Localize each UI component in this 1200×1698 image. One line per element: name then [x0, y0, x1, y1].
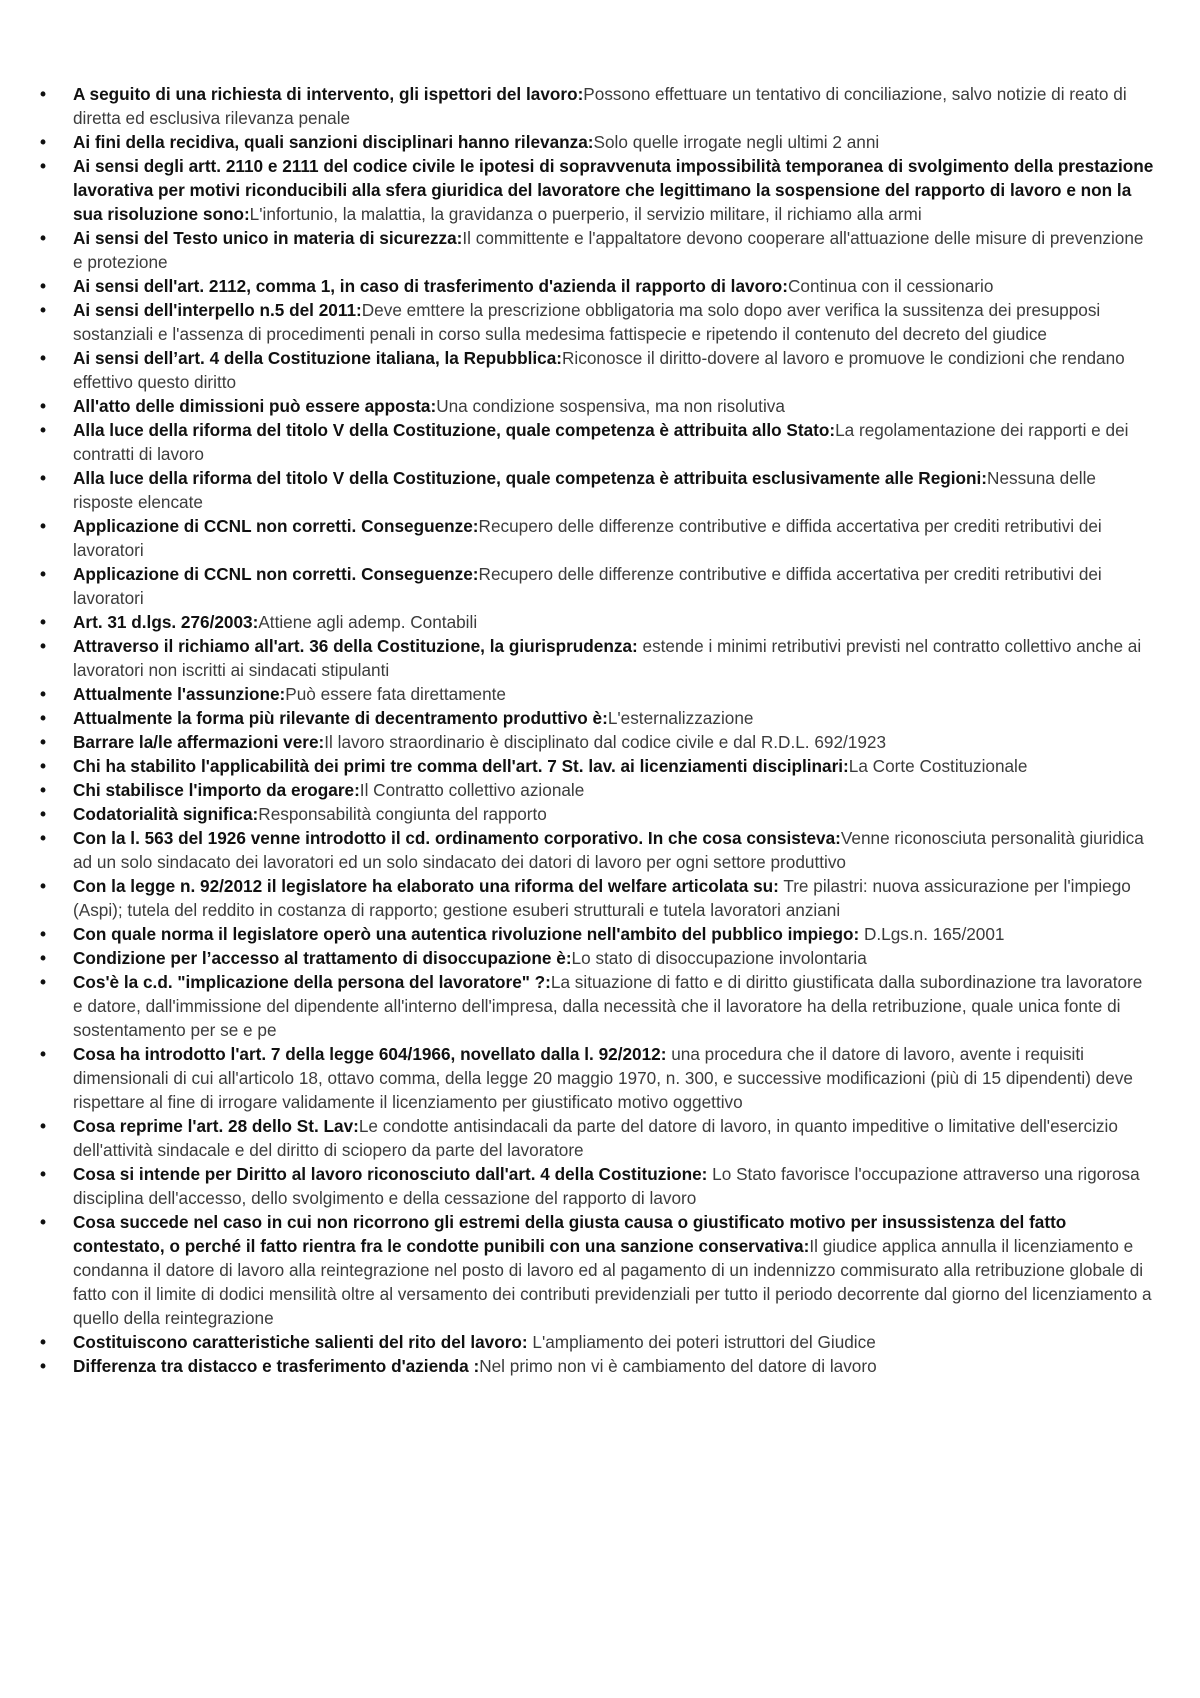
- answer: Lo Stato favorisce l'occupazione attraverso una rigorosa disciplina dell'accesso, dello svolgimento e della cessazione del rapporto di lavoro: [73, 1164, 1140, 1208]
- question: A seguito di una richiesta di intervento, gli ispettori del lavoro:: [73, 84, 584, 104]
- question: All'atto delle dimissioni può essere apposta:: [73, 396, 437, 416]
- bullet-icon: •: [39, 708, 47, 728]
- bullet-icon: •: [39, 1212, 47, 1232]
- bullet-icon: •: [39, 780, 47, 800]
- list-item: [37, 754, 1154, 778]
- list-item: [37, 298, 1154, 346]
- list-item: [37, 970, 1154, 1042]
- bullet-icon: •: [39, 876, 47, 896]
- answer: estende i minimi retributivi previsti nel contratto collettivo anche ai lavoratori non iscritti ai sindacati stipulanti: [73, 636, 1142, 680]
- list-item: [37, 1210, 1154, 1330]
- list-item: [37, 778, 1154, 802]
- question: Chi ha stabilito l'applicabilità dei primi tre comma dell'art. 7 St. lav. ai licenziamenti disciplinari:: [73, 756, 849, 776]
- list-item: [37, 346, 1154, 394]
- answer: una procedura che il datore di lavoro, avente i requisiti dimensionali di cui all'articolo 18, ottavo comma, della legge 20 maggio 1970, n. 300, e successive modificazioni (più di 15 dipendenti) deve rispettare al fine di irrogare validamente il licenziamento per giustificato motivo oggettivo: [73, 1044, 1133, 1112]
- question: Cosa si intende per Diritto al lavoro riconosciuto dall'art. 4 della Costituzione:: [73, 1164, 708, 1184]
- answer: Il lavoro straordinario è disciplinato dal codice civile e dal R.D.L. 692/1923: [324, 732, 887, 752]
- answer: La situazione di fatto e di diritto giustificata dalla subordinazione tra lavoratore e datore, dall'immissione del dipendente all'interno dell'impresa, dalla necessità che il lavoratore ha della retribuzione, quale unica fonte di sostentamento per se e pe: [73, 972, 1143, 1040]
- bullet-icon: •: [39, 276, 47, 296]
- list-item: [37, 514, 1154, 562]
- question: Ai sensi dell’art. 4 della Costituzione italiana, la Repubblica:: [73, 348, 563, 368]
- answer: La regolamentazione dei rapporti e dei contratti di lavoro: [73, 420, 1129, 464]
- answer: Il Contratto collettivo azionale: [359, 780, 585, 800]
- list-item: [37, 1114, 1154, 1162]
- answer: La Corte Costituzionale: [848, 756, 1028, 776]
- bullet-icon: •: [39, 1044, 47, 1064]
- bullet-icon: •: [39, 828, 47, 848]
- list-item: [37, 874, 1154, 922]
- list-item: [37, 922, 1154, 946]
- list-item: [37, 802, 1154, 826]
- answer: Recupero delle differenze contributive e diffida accertativa per crediti retributivi dei lavoratori: [73, 516, 1102, 560]
- question: Applicazione di CCNL non corretti. Conseguenze:: [73, 564, 479, 584]
- list-item: [37, 1042, 1154, 1114]
- bullet-icon: •: [39, 564, 47, 584]
- question: Con la l. 563 del 1926 venne introdotto il cd. ordinamento corporativo. In che cosa consisteva:: [73, 828, 841, 848]
- bullet-icon: •: [39, 684, 47, 704]
- bullet-icon: •: [39, 420, 47, 440]
- answer: Le condotte antisindacali da parte del datore di lavoro, in quanto impeditive o limitative dell'esercizio dell'attività sindacale e del diritto di sciopero da parte del lavoratore: [73, 1116, 1118, 1160]
- list-item: [37, 610, 1154, 634]
- question: Alla luce della riforma del titolo V della Costituzione, quale competenza è attribuita allo Stato:: [73, 420, 836, 440]
- question: Ai sensi degli artt. 2110 e 2111 del codice civile le ipotesi di sopravvenuta impossibilità temporanea di svolgimento della prestazione lavorativa per motivi riconducibili alla sfera giuridica del lavoratore che legittimano la sospensione del rapporto di lavoro e non la sua risoluzione sono:: [73, 156, 1154, 224]
- answer: L'esternalizzazione: [607, 708, 754, 728]
- question: Ai fini della recidiva, quali sanzioni disciplinari hanno rilevanza:: [73, 132, 594, 152]
- bullet-icon: •: [39, 804, 47, 824]
- bullet-icon: •: [39, 228, 47, 248]
- question: Cosa succede nel caso in cui non ricorrono gli estremi della giusta causa o giustificato motivo per insussistenza del fatto contestato, o perché il fatto rientra fra le condotte punibili con una sanzione conservativa:: [73, 1212, 1067, 1256]
- question: Art. 31 d.lgs. 276/2003:: [73, 612, 259, 632]
- bullet-icon: •: [39, 1116, 47, 1136]
- bullet-icon: •: [39, 132, 47, 152]
- bullet-icon: •: [39, 948, 47, 968]
- list-item: [37, 226, 1154, 274]
- list-item: [37, 418, 1154, 466]
- bullet-icon: •: [39, 516, 47, 536]
- answer: Recupero delle differenze contributive e diffida accertativa per crediti retributivi dei lavoratori: [73, 564, 1102, 608]
- question: Attualmente l'assunzione:: [73, 684, 286, 704]
- answer: Lo stato di disoccupazione involontaria: [571, 948, 867, 968]
- answer: L'ampliamento dei poteri istruttori del Giudice: [527, 1332, 876, 1352]
- question: Ai sensi dell'art. 2112, comma 1, in caso di trasferimento d'azienda il rapporto di lavoro:: [73, 276, 788, 296]
- bullet-icon: •: [39, 156, 47, 176]
- bullet-icon: •: [39, 468, 47, 488]
- list-item: [37, 1162, 1154, 1210]
- answer: Attiene agli ademp. Contabili: [258, 612, 478, 632]
- list-item: [37, 82, 1154, 130]
- answer: Possono effettuare un tentativo di conciliazione, salvo notizie di reato di diretta ed esclusiva rilevanza penale: [73, 84, 1127, 128]
- answer: Responsabilità congiunta del rapporto: [258, 804, 547, 824]
- list-item: [37, 130, 1154, 154]
- question: Attualmente la forma più rilevante di decentramento produttivo è:: [73, 708, 608, 728]
- answer: Il giudice applica annulla il licenziamento e condanna il datore di lavoro alla reintegrazione nel posto di lavoro ed al pagamento di un indennizzo commisurato alla retribuzione globale di fatto con il limite di dodici mensilità oltre al versamento dei contributi previdenziali per tutto il periodo decorrente dal giorno del licenziamento a quello della reintegrazione: [73, 1236, 1152, 1328]
- question: Con quale norma il legislatore operò una autentica rivoluzione nell'ambito del pubblico impiego:: [73, 924, 860, 944]
- question: Ai sensi dell'interpello n.5 del 2011:: [73, 300, 362, 320]
- bullet-icon: •: [39, 396, 47, 416]
- answer: Tre pilastri: nuova assicurazione per l'impiego (Aspi); tutela del reddito in costanza di rapporto; gestione esuberi strutturali e tutela lavoratori anziani: [73, 876, 1131, 920]
- bullet-icon: •: [39, 612, 47, 632]
- question: Codatorialità significa:: [73, 804, 259, 824]
- answer: Continua con il cessionario: [787, 276, 994, 296]
- bullet-icon: •: [39, 756, 47, 776]
- answer: D.Lgs.n. 165/2001: [859, 924, 1005, 944]
- bullet-icon: •: [39, 1332, 47, 1352]
- bullet-icon: •: [39, 972, 47, 992]
- question: Differenza tra distacco e trasferimento d'azienda :: [73, 1356, 480, 1376]
- question: Chi stabilisce l'importo da erogare:: [73, 780, 360, 800]
- answer: Può essere fata direttamente: [285, 684, 506, 704]
- answer: Nessuna delle risposte elencate: [73, 468, 1096, 512]
- list-item: [37, 730, 1154, 754]
- list-item: [37, 1330, 1154, 1354]
- list-item: [37, 682, 1154, 706]
- answer: Solo quelle irrogate negli ultimi 2 anni: [593, 132, 880, 152]
- list-item: [37, 1354, 1154, 1378]
- bullet-icon: •: [39, 84, 47, 104]
- answer: Nel primo non vi è cambiamento del datore di lavoro: [479, 1356, 877, 1376]
- list-item: [37, 946, 1154, 970]
- qa-list: [37, 82, 1154, 1378]
- question: Con la legge n. 92/2012 il legislatore ha elaborato una riforma del welfare articolata su:: [73, 876, 779, 896]
- list-item: [37, 274, 1154, 298]
- answer: Una condizione sospensiva, ma non risolutiva: [436, 396, 785, 416]
- bullet-icon: •: [39, 1356, 47, 1376]
- question: Ai sensi del Testo unico in materia di sicurezza:: [73, 228, 463, 248]
- question: Condizione per l’accesso al trattamento di disoccupazione è:: [73, 948, 572, 968]
- bullet-icon: •: [39, 1164, 47, 1184]
- answer: Il committente e l'appaltatore devono cooperare all'attuazione delle misure di prevenzione e protezione: [73, 228, 1144, 272]
- question: Barrare la/le affermazioni vere:: [73, 732, 325, 752]
- list-item: [37, 706, 1154, 730]
- question: Costituiscono caratteristiche salienti del rito del lavoro:: [73, 1332, 528, 1352]
- list-item: [37, 634, 1154, 682]
- question: Attraverso il richiamo all'art. 36 della Costituzione, la giurisprudenza:: [73, 636, 638, 656]
- bullet-icon: •: [39, 924, 47, 944]
- answer: Riconosce il diritto-dovere al lavoro e promuove le condizioni che rendano effettivo questo diritto: [73, 348, 1125, 392]
- answer: L'infortunio, la malattia, la gravidanza o puerperio, il servizio militare, il richiamo alla armi: [249, 204, 922, 224]
- bullet-icon: •: [39, 636, 47, 656]
- bullet-icon: •: [39, 348, 47, 368]
- question: Cosa ha introdotto l'art. 7 della legge 604/1966, novellato dalla l. 92/2012:: [73, 1044, 667, 1064]
- list-item: [37, 826, 1154, 874]
- list-item: [37, 394, 1154, 418]
- answer: Venne riconosciuta personalità giuridica ad un solo sindacato dei lavoratori ed un solo sindacato dei datori di lavoro per ogni settore produttivo: [73, 828, 1144, 872]
- list-item: [37, 466, 1154, 514]
- list-item: [37, 154, 1154, 226]
- bullet-icon: •: [39, 732, 47, 752]
- answer: Deve emttere la prescrizione obbligatoria ma solo dopo aver verifica la sussitenza dei presupposi sostanziali e l'assenza di procedimenti penali in corso sulla medesima fattispecie e ripetendo il contenuto del decreto del giudice: [73, 300, 1101, 344]
- bullet-icon: •: [39, 300, 47, 320]
- question: Applicazione di CCNL non corretti. Conseguenze:: [73, 516, 479, 536]
- list-item: [37, 562, 1154, 610]
- question: Cosa reprime l'art. 28 dello St. Lav:: [73, 1116, 359, 1136]
- question: Alla luce della riforma del titolo V della Costituzione, quale competenza è attribuita esclusivamente alle Regioni:: [73, 468, 988, 488]
- question: Cos'è la c.d. "implicazione della persona del lavoratore" ?:: [73, 972, 551, 992]
